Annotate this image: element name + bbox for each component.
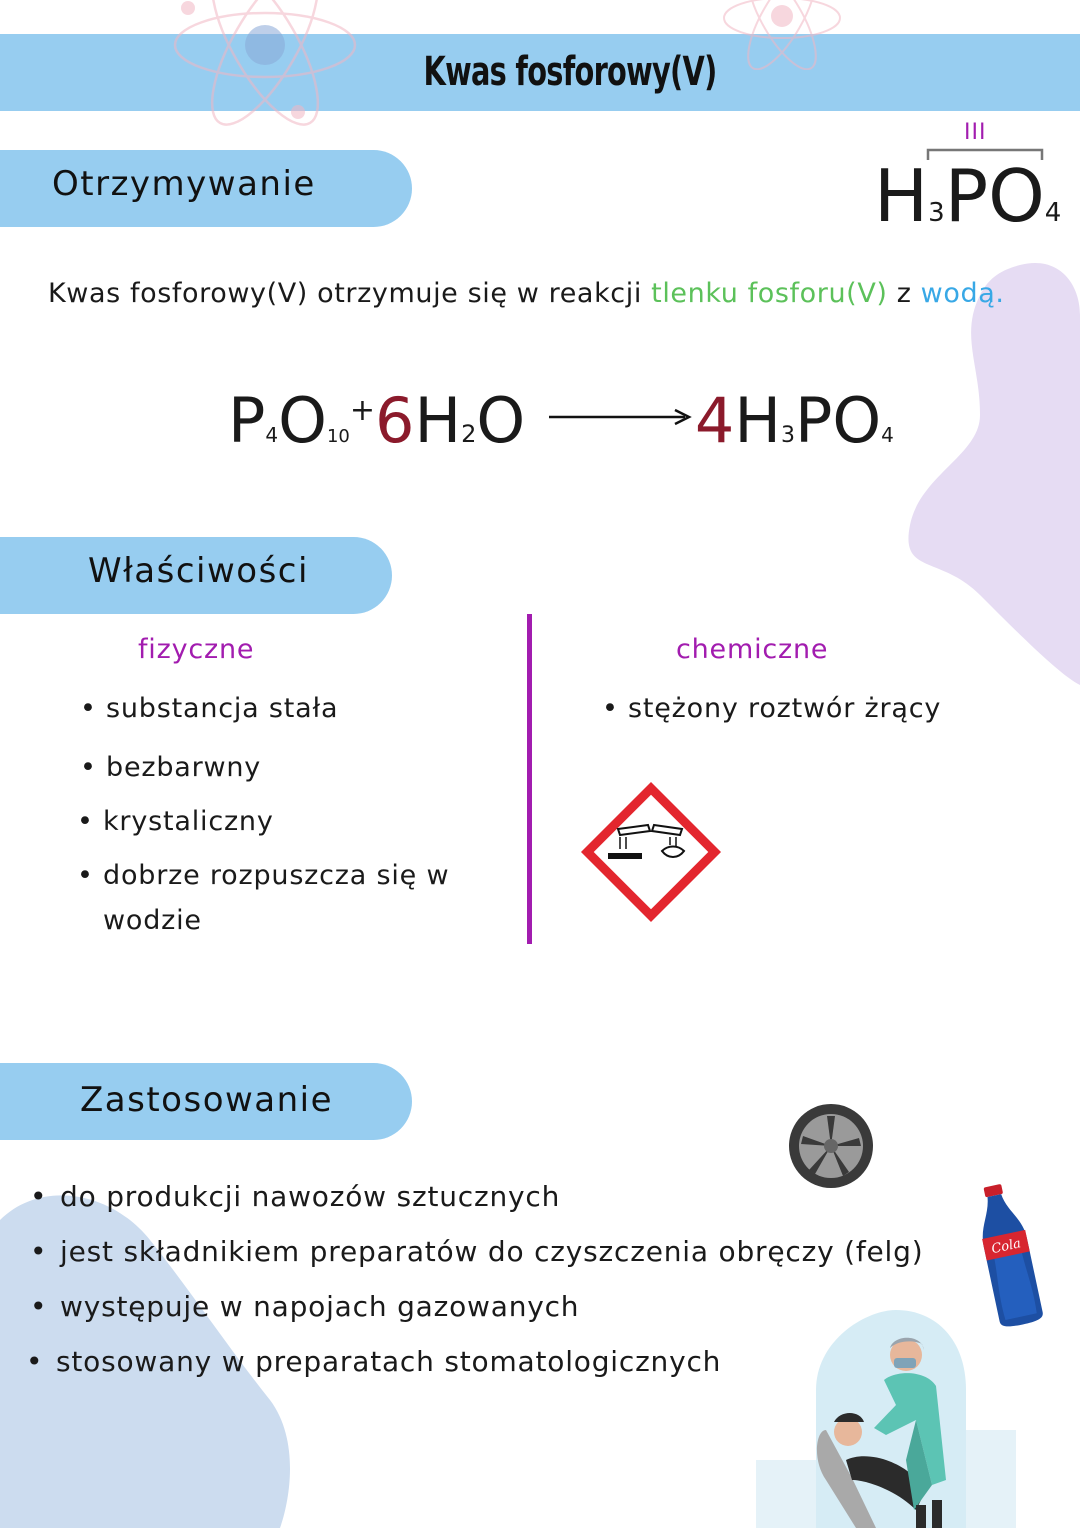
valence-label: III bbox=[964, 120, 987, 145]
bottle-label: Cola bbox=[990, 1236, 1023, 1258]
formula-h-subscript: 3 bbox=[928, 198, 945, 228]
corrosive-hazard-icon bbox=[578, 779, 724, 925]
eq-acid-h-subscript: 3 bbox=[780, 423, 795, 448]
eq-water-h: H bbox=[414, 384, 462, 457]
page-title: Kwas fosforowy(V) bbox=[423, 49, 717, 95]
section-heading: Zastosowanie bbox=[80, 1080, 334, 1120]
eq-o-subscript: 10 bbox=[326, 426, 350, 447]
bullet: • bbox=[77, 860, 94, 891]
eq-water-o: O bbox=[476, 384, 526, 457]
list-item-text: dobrze rozpuszcza się w bbox=[103, 860, 450, 891]
list-item-text: do produkcji nawozów sztucznych bbox=[60, 1180, 561, 1213]
list-item bbox=[602, 693, 942, 724]
eq-plus: + bbox=[349, 393, 375, 428]
eq-acid-o-subscript: 4 bbox=[881, 423, 894, 447]
list-item bbox=[80, 752, 262, 783]
reaction-equation bbox=[228, 375, 894, 457]
bullet: • bbox=[80, 693, 97, 724]
bullet: • bbox=[30, 1290, 48, 1323]
eq-o: O bbox=[278, 384, 327, 457]
list-item-text: jest składnikiem preparatów do czyszczenia obręczy (felg) bbox=[60, 1235, 924, 1268]
formula-h: H bbox=[874, 154, 929, 238]
intro-text bbox=[48, 278, 1005, 309]
eq-p-subscript: 4 bbox=[265, 423, 279, 447]
bullet: • bbox=[30, 1235, 48, 1268]
bullet: • bbox=[26, 1345, 44, 1378]
dentist-illustration bbox=[756, 1310, 1016, 1528]
physical-properties-heading: fizyczne bbox=[138, 634, 255, 665]
list-item-continuation: wodzie bbox=[103, 905, 202, 936]
list-item-text: krystaliczny bbox=[103, 806, 274, 837]
list-item bbox=[30, 1235, 924, 1268]
reaction-arrow bbox=[545, 402, 695, 432]
eq-p: P bbox=[228, 384, 266, 457]
bullet: • bbox=[30, 1180, 48, 1213]
eq-water-subscript: 2 bbox=[461, 420, 477, 448]
eq-water-coefficient: 6 bbox=[374, 384, 415, 457]
bullet: • bbox=[80, 752, 97, 783]
bullet: • bbox=[77, 806, 94, 837]
lilac-blob-decoration bbox=[900, 255, 1080, 695]
eq-acid-po: PO bbox=[794, 384, 882, 457]
section-heading: Otrzymywanie bbox=[52, 164, 316, 204]
intro-text-water: wodą. bbox=[920, 278, 1005, 309]
intro-text-start: Kwas fosforowy(V) otrzymuje się w reakcji bbox=[48, 278, 652, 309]
section-heading: Właściwości bbox=[88, 551, 309, 591]
intro-text-oxide: tlenku fosforu(V) bbox=[651, 278, 888, 309]
formula-o-subscript: 4 bbox=[1044, 198, 1062, 228]
intro-text-mid: z bbox=[887, 278, 921, 309]
eq-acid-coefficient: 4 bbox=[694, 384, 735, 457]
bullet: • bbox=[602, 693, 619, 724]
formula-po: PO bbox=[944, 154, 1045, 238]
list-item-text: występuje w napojach gazowanych bbox=[60, 1290, 580, 1323]
chemical-properties-heading: chemiczne bbox=[676, 634, 829, 665]
list-item-text: stosowany w preparatach stomatologicznych bbox=[56, 1345, 722, 1378]
list-item bbox=[30, 1180, 561, 1213]
list-item bbox=[80, 693, 339, 724]
list-item bbox=[77, 860, 450, 891]
list-item-text: bezbarwny bbox=[106, 752, 262, 783]
formula-h3po4 bbox=[872, 120, 1062, 250]
list-item-text: stężony roztwór żrący bbox=[628, 693, 942, 724]
list-item-text: substancja stała bbox=[106, 693, 339, 724]
list-item bbox=[77, 806, 274, 837]
eq-acid-h: H bbox=[734, 384, 781, 457]
column-divider bbox=[527, 614, 532, 944]
list-item bbox=[30, 1290, 580, 1323]
list-item bbox=[26, 1345, 722, 1378]
wheel-rim-icon bbox=[787, 1102, 875, 1190]
